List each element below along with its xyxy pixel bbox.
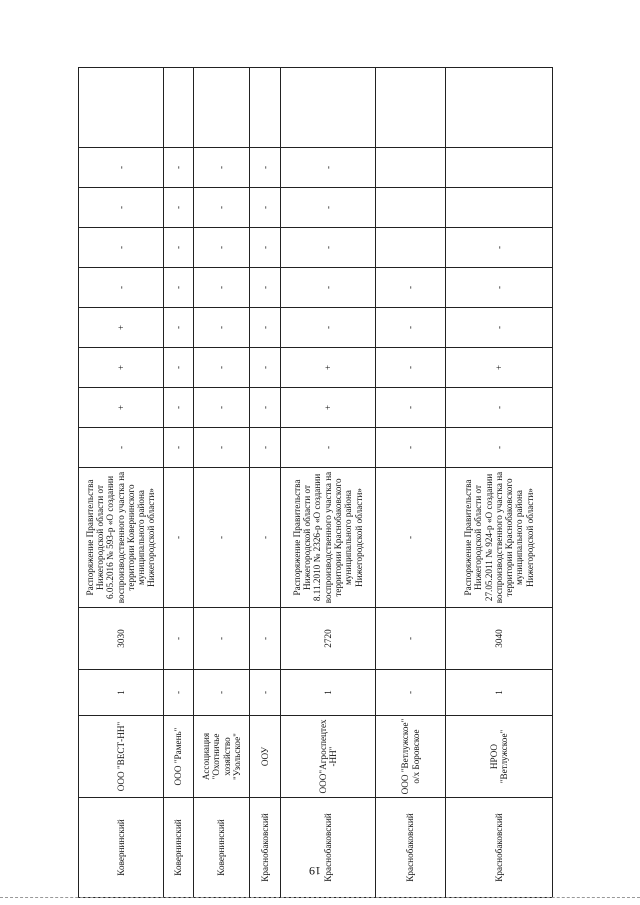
mark-cell: - xyxy=(163,268,193,308)
district-cell: Ковернинский xyxy=(163,798,193,898)
count-cell: 1 xyxy=(446,670,553,716)
mark-cell: - xyxy=(376,388,446,428)
mark-cell: - xyxy=(163,348,193,388)
mark-cell: - xyxy=(193,348,249,388)
mark-cell: - xyxy=(280,148,376,188)
mark-cell: - xyxy=(250,428,280,468)
district-cell: Краснобаковский xyxy=(250,798,280,898)
mark-cell: - xyxy=(250,268,280,308)
mark-cell xyxy=(376,68,446,148)
organization-cell: НРОО "Ветлужское" xyxy=(446,716,553,798)
district-cell: Краснобаковский xyxy=(446,798,553,898)
mark-cell xyxy=(376,148,446,188)
document-cell: Распоряжение Правительства Нижегородской области от 6.05.2016 № 593-р «О создании воспроизводственного участка на территории Ковернинского муниципального района Нижегородской области» xyxy=(79,468,164,608)
mark-cell xyxy=(163,68,193,148)
district-cell: Ковернинский xyxy=(193,798,249,898)
area-cell: - xyxy=(376,608,446,670)
mark-cell xyxy=(250,68,280,148)
document-cell: Распоряжение Правительства Нижегородской области от 27.05.2011 № 924-р «О создании воспроизводственного участка на территории Краснобаковского муниципального района Нижегородской области» xyxy=(446,468,553,608)
document-cell: Распоряжение Правительства Нижегородской области от 8.11.2010 № 2326-р «О создании воспроизводственного участка на территории Краснобаковского муниципального района Нижегородской области» xyxy=(280,468,376,608)
mark-cell: - xyxy=(163,228,193,268)
count-cell: - xyxy=(376,670,446,716)
mark-cell: - xyxy=(79,428,164,468)
mark-cell: - xyxy=(446,228,553,268)
mark-cell: - xyxy=(250,308,280,348)
mark-cell: - xyxy=(79,148,164,188)
count-cell: - xyxy=(250,670,280,716)
mark-cell xyxy=(446,188,553,228)
document-cell: - xyxy=(163,468,193,608)
table-row xyxy=(193,68,249,898)
mark-cell xyxy=(193,68,249,148)
mark-cell: - xyxy=(193,148,249,188)
count-cell: - xyxy=(163,670,193,716)
mark-cell: - xyxy=(163,308,193,348)
mark-cell: - xyxy=(193,228,249,268)
area-cell: 3030 xyxy=(79,608,164,670)
table-row xyxy=(280,68,376,898)
area-cell: - xyxy=(250,608,280,670)
mark-cell: - xyxy=(163,148,193,188)
organization-cell: ООУ xyxy=(250,716,280,798)
document-cell: - xyxy=(376,468,446,608)
hunting-areas-table xyxy=(78,67,553,898)
mark-cell: - xyxy=(376,348,446,388)
mark-cell: - xyxy=(163,188,193,228)
mark-cell: - xyxy=(376,428,446,468)
district-cell: Краснобаковский xyxy=(376,798,446,898)
mark-cell: - xyxy=(193,308,249,348)
organization-cell: ООО "Рамень" xyxy=(163,716,193,798)
mark-cell: - xyxy=(280,428,376,468)
mark-cell: - xyxy=(250,228,280,268)
mark-cell: + xyxy=(446,348,553,388)
organization-cell: ООО "Ветлужское" о/х Боровское xyxy=(376,716,446,798)
mark-cell: - xyxy=(280,268,376,308)
mark-cell: + xyxy=(280,348,376,388)
mark-cell: + xyxy=(79,388,164,428)
mark-cell: - xyxy=(280,188,376,228)
mark-cell: - xyxy=(79,268,164,308)
document-cell: - xyxy=(193,468,249,608)
area-cell: 3040 xyxy=(446,608,553,670)
mark-cell: - xyxy=(446,268,553,308)
mark-cell: + xyxy=(79,348,164,388)
mark-cell xyxy=(446,148,553,188)
organization-cell: ООО "ВЕСТ-НН" xyxy=(79,716,164,798)
mark-cell xyxy=(280,68,376,148)
mark-cell: - xyxy=(446,388,553,428)
table-row xyxy=(163,68,193,898)
area-cell: - xyxy=(163,608,193,670)
scan-edge-line xyxy=(0,897,640,899)
area-cell: - xyxy=(193,608,249,670)
organization-cell: Ассоциация "Охотничье хозяйство "Узольское" xyxy=(193,716,249,798)
mark-cell: - xyxy=(193,428,249,468)
mark-cell: + xyxy=(280,388,376,428)
mark-cell: - xyxy=(250,348,280,388)
table-row xyxy=(376,68,446,898)
count-cell: 1 xyxy=(79,670,164,716)
mark-cell: - xyxy=(446,308,553,348)
mark-cell: - xyxy=(193,188,249,228)
table-row xyxy=(446,68,553,898)
mark-cell: - xyxy=(280,228,376,268)
area-cell: 2720 xyxy=(280,608,376,670)
mark-cell: - xyxy=(250,188,280,228)
mark-cell: - xyxy=(193,388,249,428)
mark-cell: - xyxy=(250,388,280,428)
document-cell: - xyxy=(250,468,280,608)
count-cell: - xyxy=(193,670,249,716)
mark-cell: - xyxy=(250,148,280,188)
rotated-table-area xyxy=(78,68,553,898)
organization-cell: ООО"Агроспецтех-НН" xyxy=(280,716,376,798)
mark-cell xyxy=(376,228,446,268)
mark-cell: + xyxy=(79,308,164,348)
mark-cell: - xyxy=(193,268,249,308)
mark-cell: - xyxy=(376,308,446,348)
mark-cell xyxy=(446,68,553,148)
table-row xyxy=(250,68,280,898)
mark-cell: - xyxy=(376,268,446,308)
mark-cell: - xyxy=(446,428,553,468)
mark-cell: - xyxy=(163,388,193,428)
mark-cell: - xyxy=(163,428,193,468)
table-row xyxy=(79,68,164,898)
mark-cell: - xyxy=(79,228,164,268)
district-cell: Краснобаковский xyxy=(280,798,376,898)
mark-cell xyxy=(376,188,446,228)
count-cell: 1 xyxy=(280,670,376,716)
mark-cell: - xyxy=(79,188,164,228)
page-number: 19 xyxy=(309,864,322,878)
mark-cell xyxy=(79,68,164,148)
mark-cell: - xyxy=(280,308,376,348)
district-cell: Ковернинский xyxy=(79,798,164,898)
